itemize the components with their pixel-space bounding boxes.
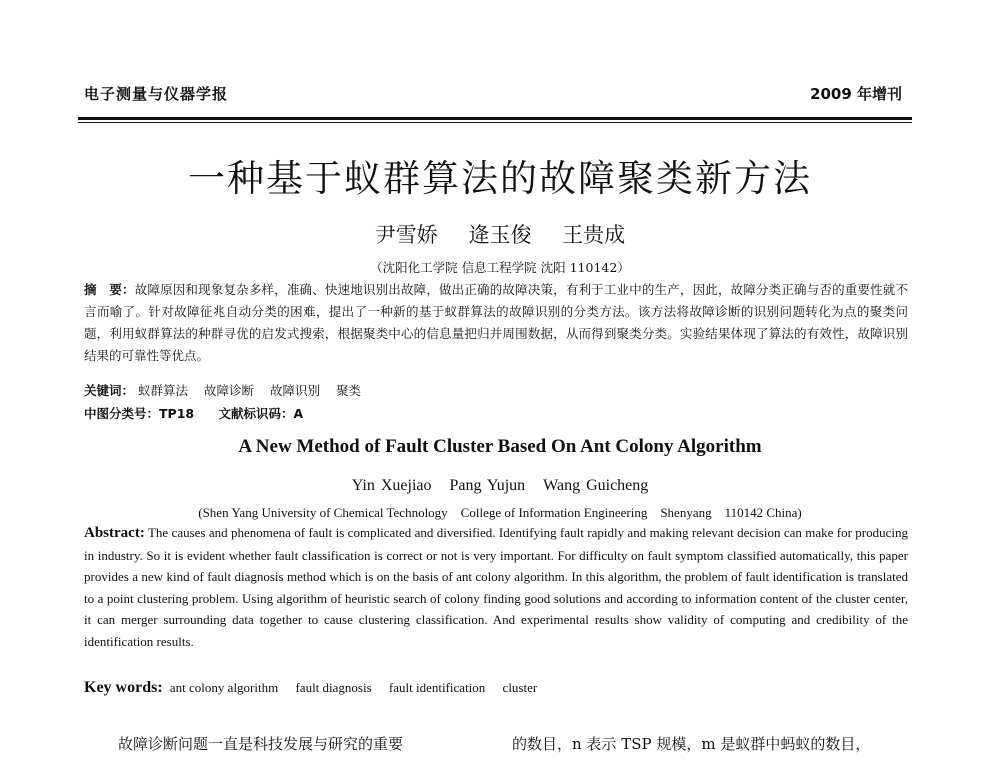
keyword-en: cluster (502, 680, 538, 695)
english-keywords (84, 679, 551, 697)
keyword-cn: 故障识别 (270, 383, 321, 398)
keyword-cn: 聚类 (336, 383, 362, 398)
class-value: TP18 (159, 406, 195, 421)
english-abstract (84, 522, 908, 652)
author-1-en: Yin Xuejiao (351, 477, 432, 494)
keyword-en: fault identification (388, 680, 486, 695)
body-text-left: 故障诊断问题一直是科技发展与研究的重要 (118, 735, 404, 753)
chinese-keywords-label: 关键词： (84, 383, 135, 398)
author-3-en: Wang Guicheng (543, 477, 649, 494)
chinese-affiliation: （沈阳化工学院 信息工程学院 沈阳 110142） (370, 260, 630, 275)
keyword-en: fault diagnosis (295, 680, 372, 695)
english-abstract-label: Abstract: (84, 525, 145, 541)
body-text-right: 的数目，n 表示 TSP 规模，m 是蚁群中蚂蚁的数目， (512, 735, 871, 753)
journal-name: 电子测量与仪器学报 (84, 85, 229, 103)
english-affiliation: (Shen Yang University of Chemical Technology College of Information Engineering Shenyang 110142 China) (198, 505, 802, 520)
header-rule-thin (78, 122, 912, 123)
chinese-abstract-text: 故障原因和现象复杂多样，准确、快速地识别出故障，做出正确的故障决策，有利于工业中的生产，因此，故障分类正确与否的重要性就不言而喻了。针对故障征兆自动分类的困难，提出了一种新的基于蚁群算法的故障识别的分类方法。该方法将故障诊断的识别问题转化为点的聚类问题，利用蚁群算法的种群寻优的启发式搜索，根据聚类中心的信息量把归并周围数据，从而得到聚类分类。实验结果体现了算法的有效性，故障识别结果的可靠性等优点。 (84, 282, 908, 363)
author-3-cn: 王贵成 (562, 223, 626, 247)
classification-line (84, 404, 303, 422)
header-rule-thick (78, 117, 912, 120)
doc-code-label: 文献标识码： (218, 406, 294, 421)
chinese-abstract (84, 279, 908, 367)
english-authors (0, 477, 1000, 495)
keyword-en: ant colony algorithm (169, 680, 279, 695)
chinese-title: 一种基于蚁群算法的故障聚类新方法 (188, 157, 812, 200)
english-title: A New Method of Fault Cluster Based On Ant Colony Algorithm (238, 436, 762, 457)
class-label: 中图分类号： (84, 406, 160, 421)
keyword-cn: 蚁群算法 (138, 383, 189, 398)
keyword-cn: 故障诊断 (204, 383, 255, 398)
journal-issue: 2009 年增刊 (810, 85, 902, 103)
author-1-cn: 尹雪娇 (374, 223, 438, 247)
chinese-authors (0, 219, 1000, 249)
english-keywords-label: Key words: (84, 679, 163, 696)
english-abstract-text: The causes and phenomena of fault is complicated and diversified. Identifying fault rapidly and making relevant decision can make for producing in industry. So it is evident whether fault classification is correct or not is very important. For difficulty on fault symptom classified automatically, this paper provides a new kind of fault diagnosis method which is on the basis of ant colony algorithm. In this algorithm, the problem of fault identification is translated to a point clustering problem. Using algorithm of heuristic search of colony finding good solutions and according to information content of the cluster center, it can merger surrounding data together to cause clustering classification. And experimental results show validity of computing and credibility of the identification results. (84, 525, 909, 649)
author-2-cn: 逄玉俊 (468, 223, 532, 247)
author-2-en: Pang Yujun (449, 477, 526, 494)
chinese-keywords (84, 381, 373, 399)
doc-code-value: A (293, 406, 304, 421)
chinese-abstract-label: 摘 要： (84, 282, 135, 297)
